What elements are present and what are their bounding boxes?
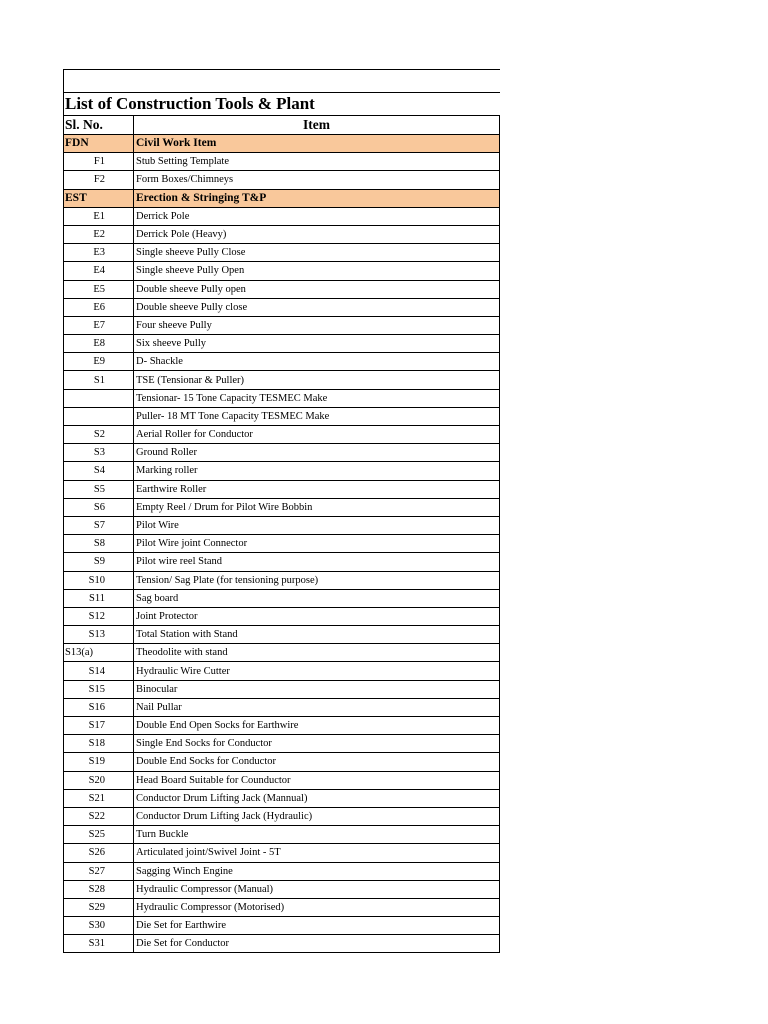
sl-no-cell: E6 xyxy=(64,298,134,316)
item-cell: Ground Roller xyxy=(134,444,500,462)
table-row xyxy=(64,662,500,680)
sl-no-cell: FDN xyxy=(64,135,134,153)
table-row xyxy=(64,244,500,262)
item-cell: Stub Setting Template xyxy=(134,153,500,171)
table-row xyxy=(64,371,500,389)
table-row xyxy=(64,153,500,171)
table-row xyxy=(64,717,500,735)
sl-no-cell: S22 xyxy=(64,807,134,825)
item-cell: Single sheeve Pully Open xyxy=(134,262,500,280)
item-cell: Die Set for Earthwire xyxy=(134,917,500,935)
sl-no-cell: E1 xyxy=(64,207,134,225)
item-cell: Conductor Drum Lifting Jack (Mannual) xyxy=(134,789,500,807)
tools-table xyxy=(63,115,500,953)
table-row xyxy=(64,626,500,644)
sl-no-cell xyxy=(64,389,134,407)
sl-no-cell xyxy=(64,407,134,425)
item-cell: Sag board xyxy=(134,589,500,607)
sl-no-cell: S31 xyxy=(64,935,134,953)
table-row xyxy=(64,698,500,716)
table-row xyxy=(64,607,500,625)
item-cell: Marking roller xyxy=(134,462,500,480)
sl-no-cell: S25 xyxy=(64,826,134,844)
item-cell: Form Boxes/Chimneys xyxy=(134,171,500,189)
item-cell: Double sheeve Pully close xyxy=(134,298,500,316)
item-cell: Hydraulic Compressor (Manual) xyxy=(134,880,500,898)
sl-no-cell: F2 xyxy=(64,171,134,189)
table-row xyxy=(64,680,500,698)
item-cell: D- Shackle xyxy=(134,353,500,371)
table-row xyxy=(64,644,500,662)
table-row xyxy=(64,807,500,825)
item-cell: Single End Socks for Conductor xyxy=(134,735,500,753)
table-row xyxy=(64,462,500,480)
sl-no-cell: S21 xyxy=(64,789,134,807)
sl-no-cell: S13(a) xyxy=(64,644,134,662)
table-row xyxy=(64,225,500,243)
sl-no-cell: E4 xyxy=(64,262,134,280)
sl-no-cell: S11 xyxy=(64,589,134,607)
sl-no-cell: S27 xyxy=(64,862,134,880)
item-cell: Pilot Wire xyxy=(134,516,500,534)
item-cell: Hydraulic Compressor (Motorised) xyxy=(134,898,500,916)
table-row xyxy=(64,535,500,553)
sl-no-cell: S9 xyxy=(64,553,134,571)
table-row xyxy=(64,753,500,771)
item-cell: Derrick Pole (Heavy) xyxy=(134,225,500,243)
item-cell: Pilot wire reel Stand xyxy=(134,553,500,571)
item-cell: Erection & Stringing T&P xyxy=(134,189,500,207)
table-row xyxy=(64,207,500,225)
sl-no-cell: S17 xyxy=(64,717,134,735)
table-row xyxy=(64,262,500,280)
item-cell: Single sheeve Pully Close xyxy=(134,244,500,262)
table-row xyxy=(64,771,500,789)
item-cell: Conductor Drum Lifting Jack (Hydraulic) xyxy=(134,807,500,825)
item-cell: Derrick Pole xyxy=(134,207,500,225)
item-cell: Total Station with Stand xyxy=(134,626,500,644)
table-row xyxy=(64,917,500,935)
sl-no-cell: S29 xyxy=(64,898,134,916)
item-cell: Binocular xyxy=(134,680,500,698)
table-row xyxy=(64,498,500,516)
sl-no-cell: S16 xyxy=(64,698,134,716)
sl-no-cell: S8 xyxy=(64,535,134,553)
table-row xyxy=(64,935,500,953)
table-row xyxy=(64,735,500,753)
item-cell: Die Set for Conductor xyxy=(134,935,500,953)
sl-no-cell: S26 xyxy=(64,844,134,862)
sl-no-cell: S14 xyxy=(64,662,134,680)
section-row xyxy=(64,189,500,207)
sl-no-cell: EST xyxy=(64,189,134,207)
blank-row xyxy=(63,69,500,92)
sl-no-cell: S4 xyxy=(64,462,134,480)
item-cell: Pilot Wire joint Connector xyxy=(134,535,500,553)
sl-no-cell: E8 xyxy=(64,335,134,353)
sl-no-cell: S30 xyxy=(64,917,134,935)
item-cell: Turn Buckle xyxy=(134,826,500,844)
section-row xyxy=(64,135,500,153)
item-cell: Puller- 18 MT Tone Capacity TESMEC Make xyxy=(134,407,500,425)
item-cell: Empty Reel / Drum for Pilot Wire Bobbin xyxy=(134,498,500,516)
sl-no-cell: E3 xyxy=(64,244,134,262)
item-cell: Hydraulic Wire Cutter xyxy=(134,662,500,680)
table-row xyxy=(64,389,500,407)
item-cell: Double End Open Socks for Earthwire xyxy=(134,717,500,735)
sl-no-cell: S15 xyxy=(64,680,134,698)
sl-no-cell: S2 xyxy=(64,426,134,444)
table-row xyxy=(64,316,500,334)
table-row xyxy=(64,280,500,298)
sl-no-cell: S12 xyxy=(64,607,134,625)
item-cell: Joint Protector xyxy=(134,607,500,625)
sl-no-cell: S28 xyxy=(64,880,134,898)
item-cell: Civil Work Item xyxy=(134,135,500,153)
table-row xyxy=(64,298,500,316)
item-cell: Head Board Suitable for Counductor xyxy=(134,771,500,789)
sheet-title: List of Construction Tools & Plant xyxy=(63,92,500,115)
item-cell: Four sheeve Pully xyxy=(134,316,500,334)
sl-no-cell: F1 xyxy=(64,153,134,171)
item-cell: Double sheeve Pully open xyxy=(134,280,500,298)
table-row xyxy=(64,571,500,589)
sl-no-cell: S10 xyxy=(64,571,134,589)
sl-no-cell: S18 xyxy=(64,735,134,753)
table-row xyxy=(64,880,500,898)
item-cell: Articulated joint/Swivel Joint - 5T xyxy=(134,844,500,862)
header-sl-no: Sl. No. xyxy=(64,116,134,135)
item-cell: TSE (Tensionar & Puller) xyxy=(134,371,500,389)
table-row xyxy=(64,516,500,534)
table-row xyxy=(64,844,500,862)
table-row xyxy=(64,862,500,880)
sl-no-cell: S7 xyxy=(64,516,134,534)
table-row xyxy=(64,444,500,462)
sl-no-cell: E2 xyxy=(64,225,134,243)
sl-no-cell: S5 xyxy=(64,480,134,498)
table-row xyxy=(64,426,500,444)
table-row xyxy=(64,789,500,807)
item-cell: Tension/ Sag Plate (for tensioning purpose) xyxy=(134,571,500,589)
table-row xyxy=(64,898,500,916)
sl-no-cell: S1 xyxy=(64,371,134,389)
sl-no-cell: S20 xyxy=(64,771,134,789)
sl-no-cell: E5 xyxy=(64,280,134,298)
header-item: Item xyxy=(134,116,500,135)
table-row xyxy=(64,553,500,571)
table-row xyxy=(64,826,500,844)
item-cell: Nail Pullar xyxy=(134,698,500,716)
item-cell: Tensionar- 15 Tone Capacity TESMEC Make xyxy=(134,389,500,407)
sl-no-cell: S13 xyxy=(64,626,134,644)
item-cell: Double End Socks for Conductor xyxy=(134,753,500,771)
table-row xyxy=(64,407,500,425)
table-header-row xyxy=(64,116,500,135)
item-cell: Six sheeve Pully xyxy=(134,335,500,353)
item-cell: Aerial Roller for Conductor xyxy=(134,426,500,444)
spreadsheet xyxy=(63,69,500,953)
item-cell: Theodolite with stand xyxy=(134,644,500,662)
table-row xyxy=(64,353,500,371)
sl-no-cell: E7 xyxy=(64,316,134,334)
sl-no-cell: E9 xyxy=(64,353,134,371)
item-cell: Sagging Winch Engine xyxy=(134,862,500,880)
table-row xyxy=(64,589,500,607)
sl-no-cell: S6 xyxy=(64,498,134,516)
table-row xyxy=(64,335,500,353)
sl-no-cell: S19 xyxy=(64,753,134,771)
table-row xyxy=(64,171,500,189)
sl-no-cell: S3 xyxy=(64,444,134,462)
table-row xyxy=(64,480,500,498)
item-cell: Earthwire Roller xyxy=(134,480,500,498)
